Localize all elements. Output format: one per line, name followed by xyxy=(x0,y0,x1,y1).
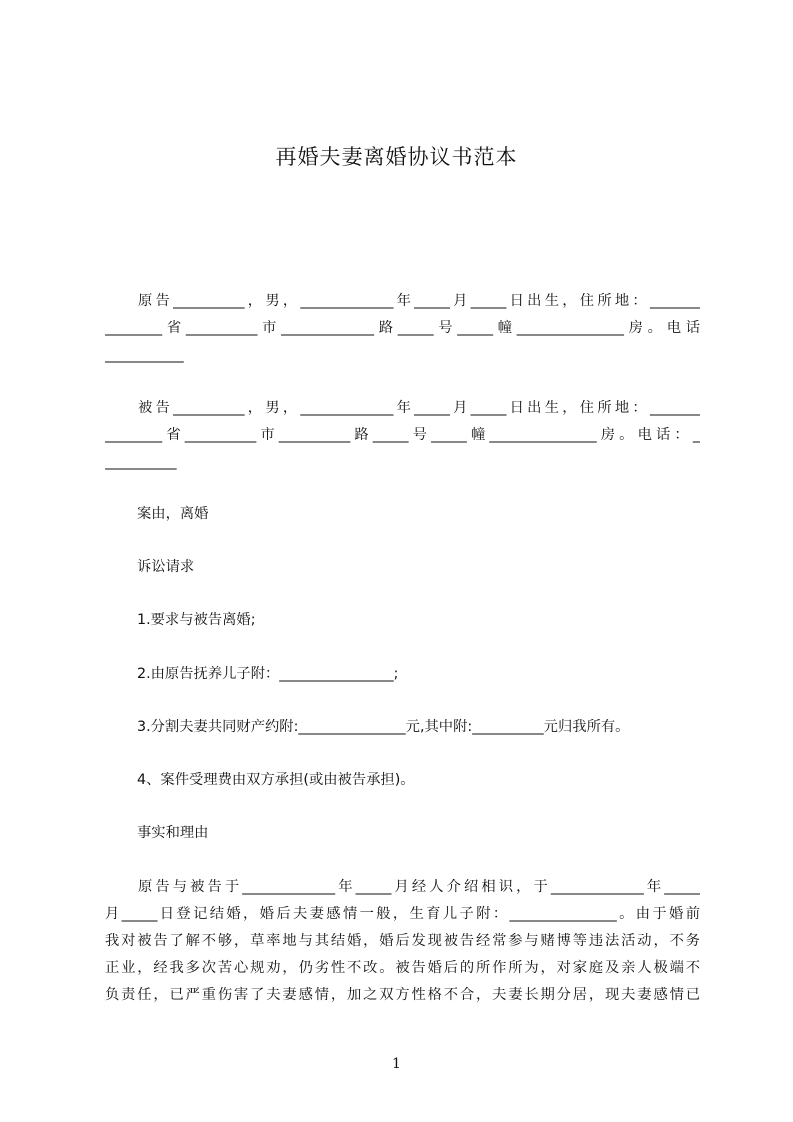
facts-line-4: 正业，经我多次苦心规劝，仍劣性不改。被告婚后的所作所为，对家庭及亲人极端不 xyxy=(105,960,700,976)
facts-line-1: 原告与被告于_____________年_____月经人介绍相识，于_____________年_____ xyxy=(138,879,700,895)
facts-heading: 事实和理由 xyxy=(137,825,209,841)
claim-item: 2.由原告抚养儿子附：________________; xyxy=(137,666,399,682)
defendant-line-2: ________省__________市__________路_____号_____幢_______________房。电话：_ xyxy=(105,427,700,443)
claim-item: 4、案件受理费由双方承担(或由被告承担)。 xyxy=(137,772,415,788)
claim-item: 1.要求与被告离婚; xyxy=(137,612,256,628)
facts-paragraph xyxy=(105,874,700,1009)
cause-of-action: 案由，离婚 xyxy=(137,506,209,522)
plaintiff-line-1: 原告__________，男，_____________年_____月_____日出生，住所地：_______ xyxy=(138,293,700,309)
facts-line-3: 我对被告了解不够，草率地与其结婚，婚后发现被告经常参与赌博等违法活动，不务 xyxy=(105,933,700,949)
document-title: 再婚夫妻离婚协议书范本 xyxy=(275,145,518,169)
facts-line-2: 月_____日登记结婚，婚后夫妻感情一般，生育儿子附：_______________。由于婚前 xyxy=(105,906,700,922)
plaintiff-line-2: ________省__________市_____________路_____号_____幢_______________房。电话 xyxy=(105,320,700,336)
facts-line-5: 负责任，已严重伤害了夫妻感情，加之双方性格不合，夫妻长期分居，现夫妻感情已 xyxy=(105,987,700,1003)
defendant-paragraph xyxy=(105,395,700,476)
page-number: 1 xyxy=(392,1056,401,1072)
plaintiff-line-3: ___________ xyxy=(105,347,184,363)
claim-item: 3.分割夫妻共同财产约附:_______________元,其中附:__________元归我所有。 xyxy=(137,719,630,735)
plaintiff-paragraph xyxy=(105,288,700,369)
defendant-line-3: __________ xyxy=(105,454,177,470)
claims-heading: 诉讼请求 xyxy=(137,559,195,575)
defendant-line-1: 被告__________，男，_____________年_____月_____日出生，住所地：_______ xyxy=(138,400,700,416)
